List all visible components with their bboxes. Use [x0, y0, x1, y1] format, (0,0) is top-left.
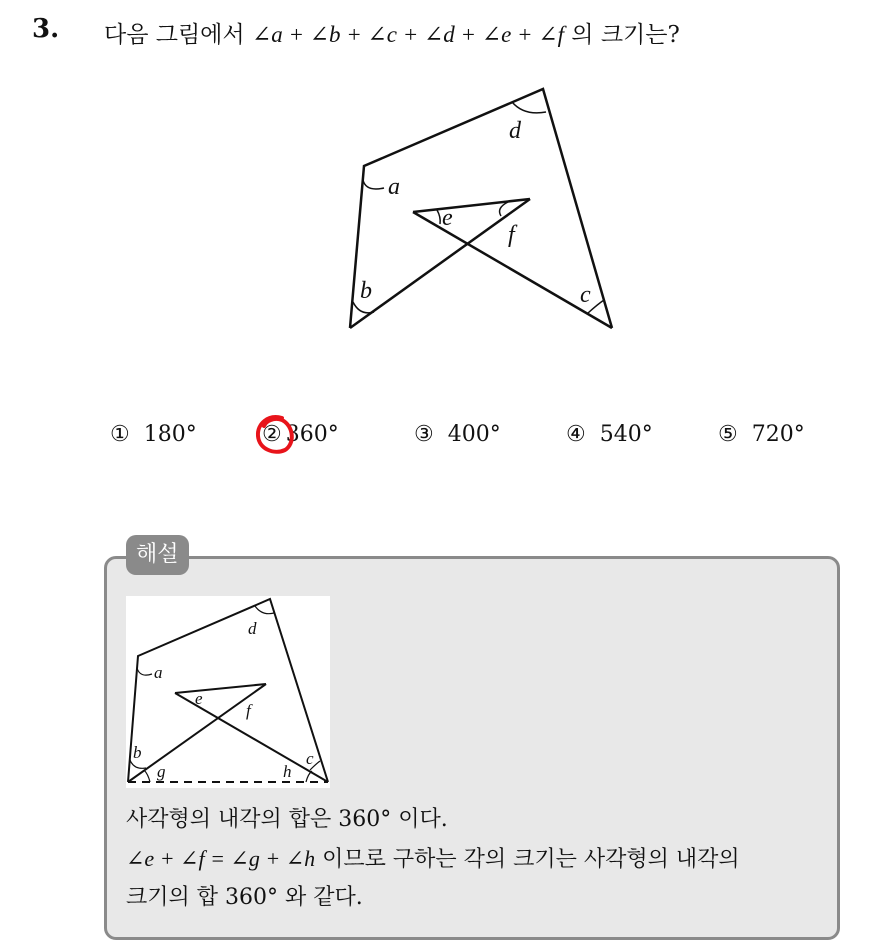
label-f: f [508, 222, 515, 248]
solution-line-3: 크기의 합 360° 와 같다. [126, 885, 363, 910]
sol-label-b: b [133, 743, 142, 762]
choice-5[interactable]: ⑤ 720° [718, 422, 805, 447]
question-text [104, 16, 680, 49]
label-c: c [580, 282, 591, 308]
sol-label-f: f [246, 701, 251, 720]
choice-4[interactable]: ④ 540° [566, 422, 653, 447]
choice-3[interactable]: ③ 400° [414, 422, 501, 447]
question-prefix: 다음 그림에서 [104, 22, 245, 48]
figure-outline [350, 89, 612, 328]
arc-d [512, 102, 546, 113]
question-suffix: 의 크기는? [571, 22, 680, 48]
solution-line-2-text: 이므로 구하는 각의 크기는 사각형의 내각의 [315, 847, 740, 872]
solution-equation: ∠e + ∠f = ∠g + ∠h [126, 846, 316, 871]
solution-figure [126, 596, 330, 788]
label-a: a [388, 174, 400, 200]
solution-line-1: 사각형의 내각의 합은 360° 이다. [126, 807, 448, 832]
solution-line-2 [126, 842, 740, 873]
arc-a [363, 180, 384, 189]
sol-label-g: g [157, 762, 166, 781]
answer-circle-mark [252, 412, 298, 458]
label-e: e [442, 205, 453, 231]
sol-label-c: c [306, 749, 314, 768]
question-number: 3. [32, 14, 60, 44]
question-figure [330, 80, 630, 340]
solution-tag: 해설 [126, 535, 189, 575]
question-expression: ∠a + ∠b + ∠c + ∠d + ∠e + ∠f [251, 22, 564, 47]
sol-label-h: h [283, 762, 292, 781]
sol-label-d: d [248, 619, 257, 638]
sol-label-e: e [195, 689, 203, 708]
sol-label-a: a [154, 663, 163, 682]
label-b: b [360, 278, 372, 304]
arc-e [437, 210, 440, 224]
label-d: d [509, 118, 521, 144]
arc-f [500, 202, 508, 216]
choice-2[interactable]: ② 360° [262, 422, 339, 447]
choice-1[interactable]: ① 180° [110, 422, 197, 447]
